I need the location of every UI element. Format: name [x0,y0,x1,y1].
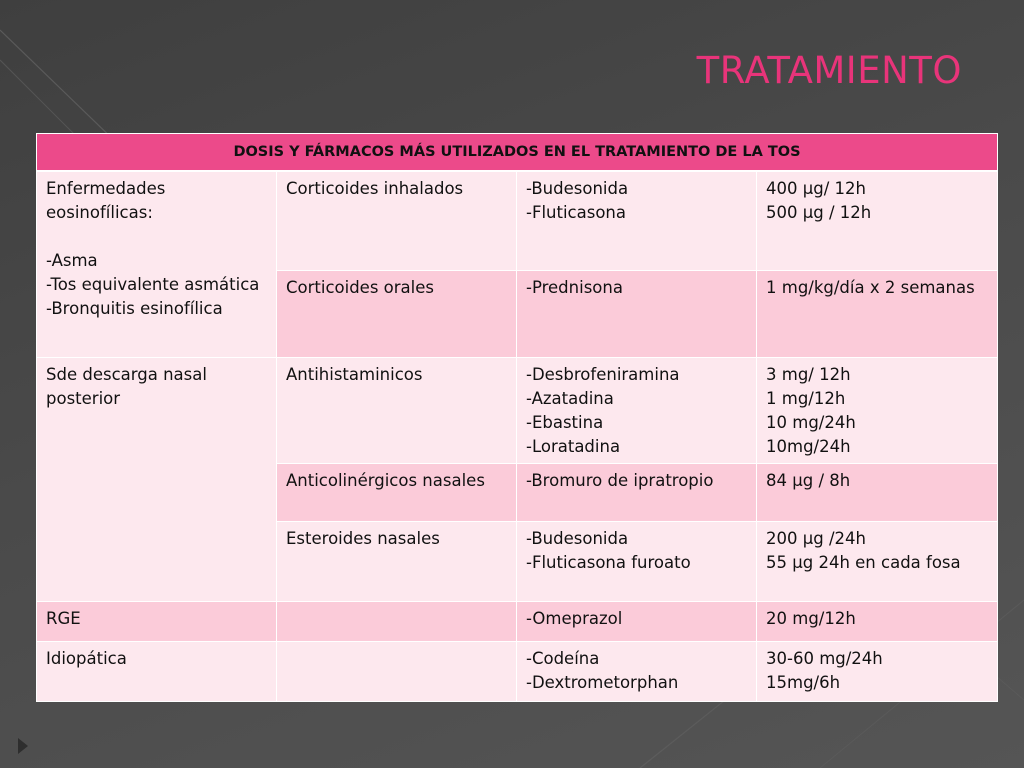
table-header: DOSIS Y FÁRMACOS MÁS UTILIZADOS EN EL TRATAMIENTO DE LA TOS [37,134,998,172]
drug-cell: -Budesonida -Fluticasona furoato [517,521,757,601]
treatment-table-container [36,133,997,702]
dose-cell: 1 mg/kg/día x 2 semanas [757,270,998,357]
drug-cell: -Bromuro de ipratropio [517,463,757,521]
table-row [37,171,998,270]
drug-class-cell [277,601,517,641]
drug-cell: -Omeprazol [517,601,757,641]
condition-cell: Enfermedades eosinofílicas: -Asma -Tos equivalente asmática -Bronquitis esinofílica [37,171,277,357]
table-row [37,357,998,463]
dose-cell: 3 mg/ 12h 1 mg/12h 10 mg/24h 10mg/24h [757,357,998,463]
slide-title: TRATAMIENTO [696,49,962,92]
drug-cell: -Desbrofeniramina -Azatadina -Ebastina -Loratadina [517,357,757,463]
condition-cell: Idiopática [37,641,277,701]
condition-cell: RGE [37,601,277,641]
dose-cell: 84 µg / 8h [757,463,998,521]
table-row [37,601,998,641]
dose-cell: 200 µg /24h 55 µg 24h en cada fosa [757,521,998,601]
condition-cell: Sde descarga nasal posterior [37,357,277,601]
drug-class-cell: Esteroides nasales [277,521,517,601]
drug-class-cell [277,641,517,701]
slide-marker-icon [18,738,28,754]
dose-cell: 20 mg/12h [757,601,998,641]
drug-cell: -Codeína -Dextrometorphan [517,641,757,701]
drug-class-cell: Antihistaminicos [277,357,517,463]
dose-cell: 400 µg/ 12h 500 µg / 12h [757,171,998,270]
dose-cell: 30-60 mg/24h 15mg/6h [757,641,998,701]
drug-class-cell: Anticolinérgicos nasales [277,463,517,521]
treatment-table [36,133,998,702]
drug-class-cell: Corticoides orales [277,270,517,357]
drug-cell: -Prednisona [517,270,757,357]
table-row [37,641,998,701]
drug-cell: -Budesonida -Fluticasona [517,171,757,270]
drug-class-cell: Corticoides inhalados [277,171,517,270]
